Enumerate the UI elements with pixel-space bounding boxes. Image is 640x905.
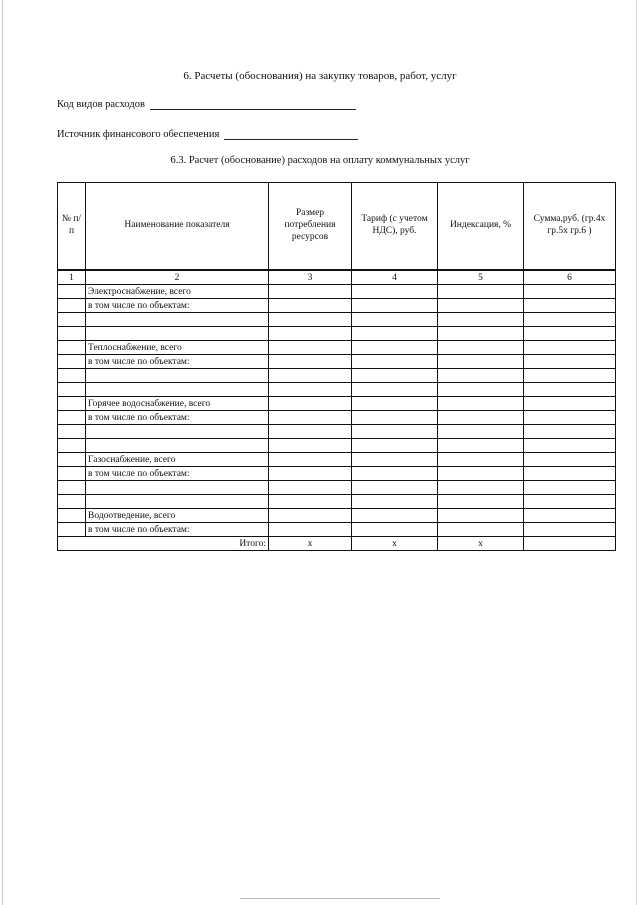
sum-cell[interactable] bbox=[524, 523, 616, 537]
consumption-cell[interactable] bbox=[269, 509, 352, 523]
table-row bbox=[58, 327, 616, 341]
tariff-cell[interactable] bbox=[352, 509, 438, 523]
consumption-cell[interactable] bbox=[269, 495, 352, 509]
sum-cell[interactable] bbox=[524, 285, 616, 299]
sum-cell[interactable] bbox=[524, 341, 616, 355]
sum-cell[interactable] bbox=[524, 425, 616, 439]
indicator-cell bbox=[86, 439, 269, 453]
indexation-cell[interactable] bbox=[438, 523, 524, 537]
sum-cell[interactable] bbox=[524, 327, 616, 341]
column-number: 1 bbox=[58, 270, 86, 285]
tariff-cell[interactable] bbox=[352, 481, 438, 495]
indicator-cell: Теплоснабжение, всего bbox=[86, 341, 269, 355]
consumption-cell[interactable] bbox=[269, 411, 352, 425]
expense-code-blank-line[interactable] bbox=[150, 98, 356, 110]
indicator-cell: в том числе по объектам: bbox=[86, 411, 269, 425]
row-number-cell[interactable] bbox=[58, 313, 86, 327]
indexation-cell[interactable] bbox=[438, 313, 524, 327]
row-number-cell[interactable] bbox=[58, 425, 86, 439]
funding-source-field bbox=[57, 128, 358, 140]
row-number-cell[interactable] bbox=[58, 285, 86, 299]
indicator-cell: Горячее водоснабжение, всего bbox=[86, 397, 269, 411]
tariff-cell[interactable] bbox=[352, 327, 438, 341]
tariff-cell[interactable] bbox=[352, 397, 438, 411]
table-row bbox=[58, 439, 616, 453]
funding-source-blank-line[interactable] bbox=[224, 128, 358, 140]
consumption-cell[interactable] bbox=[269, 285, 352, 299]
row-number-cell[interactable] bbox=[58, 467, 86, 481]
table-row bbox=[58, 383, 616, 397]
sum-cell[interactable] bbox=[524, 509, 616, 523]
consumption-cell[interactable] bbox=[269, 341, 352, 355]
sum-cell[interactable] bbox=[524, 397, 616, 411]
sum-cell[interactable] bbox=[524, 355, 616, 369]
tariff-cell[interactable] bbox=[352, 439, 438, 453]
indexation-cell[interactable] bbox=[438, 411, 524, 425]
row-number-cell[interactable] bbox=[58, 383, 86, 397]
indicator-cell: в том числе по объектам: bbox=[86, 467, 269, 481]
consumption-cell[interactable] bbox=[269, 369, 352, 383]
table-row bbox=[58, 467, 616, 481]
table-title: 6.3. Расчет (обоснование) расходов на оплату коммунальных услуг bbox=[170, 155, 470, 166]
indicator-cell bbox=[86, 481, 269, 495]
table-row bbox=[58, 495, 616, 509]
sum-cell[interactable] bbox=[524, 495, 616, 509]
row-number-cell[interactable] bbox=[58, 481, 86, 495]
tariff-cell[interactable] bbox=[352, 425, 438, 439]
tariff-cell[interactable] bbox=[352, 355, 438, 369]
consumption-cell[interactable] bbox=[269, 313, 352, 327]
row-number-cell[interactable] bbox=[58, 495, 86, 509]
tariff-cell[interactable] bbox=[352, 383, 438, 397]
expense-code-field bbox=[57, 98, 356, 110]
utility-costs-table bbox=[57, 182, 616, 551]
table-row bbox=[58, 369, 616, 383]
row-number-cell[interactable] bbox=[58, 439, 86, 453]
indicator-cell: в том числе по объектам: bbox=[86, 299, 269, 313]
row-number-cell[interactable] bbox=[58, 369, 86, 383]
total-tariff-cell: х bbox=[352, 537, 438, 551]
consumption-cell[interactable] bbox=[269, 355, 352, 369]
consumption-cell[interactable] bbox=[269, 453, 352, 467]
row-number-cell[interactable] bbox=[58, 299, 86, 313]
indicator-cell bbox=[86, 313, 269, 327]
column-number: 3 bbox=[269, 270, 352, 285]
indexation-cell[interactable] bbox=[438, 285, 524, 299]
indicator-cell: в том числе по объектам: bbox=[86, 355, 269, 369]
total-consumption-cell: х bbox=[269, 537, 352, 551]
col-header-tariff: Тариф (с учетом НДС), руб. bbox=[352, 183, 438, 271]
table-row bbox=[58, 523, 616, 537]
tariff-cell[interactable] bbox=[352, 453, 438, 467]
indicator-cell: Газоснабжение, всего bbox=[86, 453, 269, 467]
col-header-indicator: Наименование показателя bbox=[86, 183, 269, 271]
table-row bbox=[58, 285, 616, 299]
row-number-cell[interactable] bbox=[58, 327, 86, 341]
sum-cell[interactable] bbox=[524, 467, 616, 481]
indexation-cell[interactable] bbox=[438, 327, 524, 341]
table-row bbox=[58, 355, 616, 369]
indexation-cell[interactable] bbox=[438, 369, 524, 383]
table-row bbox=[58, 313, 616, 327]
consumption-cell[interactable] bbox=[269, 481, 352, 495]
row-number-cell[interactable] bbox=[58, 397, 86, 411]
consumption-cell[interactable] bbox=[269, 467, 352, 481]
indicator-cell: в том числе по объектам: bbox=[86, 523, 269, 537]
indexation-cell[interactable] bbox=[438, 481, 524, 495]
table-row bbox=[58, 481, 616, 495]
indexation-cell[interactable] bbox=[438, 397, 524, 411]
column-number: 6 bbox=[524, 270, 616, 285]
indexation-cell[interactable] bbox=[438, 383, 524, 397]
table-row bbox=[58, 425, 616, 439]
indexation-cell[interactable] bbox=[438, 299, 524, 313]
row-number-cell[interactable] bbox=[58, 509, 86, 523]
sum-cell[interactable] bbox=[524, 481, 616, 495]
indexation-cell[interactable] bbox=[438, 341, 524, 355]
tariff-cell[interactable] bbox=[352, 285, 438, 299]
indexation-cell[interactable] bbox=[438, 439, 524, 453]
column-number: 4 bbox=[352, 270, 438, 285]
table-row bbox=[58, 341, 616, 355]
indicator-cell: Электроснабжение, всего bbox=[86, 285, 269, 299]
indexation-cell[interactable] bbox=[438, 467, 524, 481]
col-header-consumption: Размер потребления ресурсов bbox=[269, 183, 352, 271]
indicator-cell: Водоотведение, всего bbox=[86, 509, 269, 523]
indicator-cell bbox=[86, 369, 269, 383]
section-title: 6. Расчеты (обоснования) на закупку товаров, работ, услуг bbox=[183, 70, 457, 82]
page-edge bbox=[2, 0, 3, 905]
indicator-cell bbox=[86, 383, 269, 397]
indicator-cell bbox=[86, 495, 269, 509]
total-sum-cell[interactable] bbox=[524, 537, 616, 551]
col-header-indexation: Индексация, % bbox=[438, 183, 524, 271]
table-row bbox=[58, 453, 616, 467]
table-row bbox=[58, 411, 616, 425]
sum-cell[interactable] bbox=[524, 299, 616, 313]
sum-cell[interactable] bbox=[524, 383, 616, 397]
table-row bbox=[58, 299, 616, 313]
table-header-row bbox=[58, 183, 616, 271]
sum-cell[interactable] bbox=[524, 369, 616, 383]
sum-cell[interactable] bbox=[524, 439, 616, 453]
indexation-cell[interactable] bbox=[438, 355, 524, 369]
row-number-cell[interactable] bbox=[58, 341, 86, 355]
row-number-cell[interactable] bbox=[58, 523, 86, 537]
funding-source-label: Источник финансового обеспечения bbox=[57, 129, 220, 140]
consumption-cell[interactable] bbox=[269, 397, 352, 411]
sum-cell[interactable] bbox=[524, 313, 616, 327]
tariff-cell[interactable] bbox=[352, 495, 438, 509]
expense-code-label: Код видов расходов bbox=[57, 99, 145, 110]
column-number-row bbox=[58, 270, 616, 285]
sum-cell[interactable] bbox=[524, 453, 616, 467]
consumption-cell[interactable] bbox=[269, 425, 352, 439]
tariff-cell[interactable] bbox=[352, 369, 438, 383]
total-label: Итого: bbox=[58, 537, 269, 551]
total-indexation-cell: х bbox=[438, 537, 524, 551]
consumption-cell[interactable] bbox=[269, 383, 352, 397]
indexation-cell[interactable] bbox=[438, 509, 524, 523]
consumption-cell[interactable] bbox=[269, 299, 352, 313]
total-row bbox=[58, 537, 616, 551]
tariff-cell[interactable] bbox=[352, 411, 438, 425]
tariff-cell[interactable] bbox=[352, 341, 438, 355]
indicator-cell bbox=[86, 327, 269, 341]
row-number-cell[interactable] bbox=[58, 453, 86, 467]
col-header-number: № п/п bbox=[58, 183, 86, 271]
indexation-cell[interactable] bbox=[438, 495, 524, 509]
indexation-cell[interactable] bbox=[438, 425, 524, 439]
table-row bbox=[58, 509, 616, 523]
consumption-cell[interactable] bbox=[269, 327, 352, 341]
tariff-cell[interactable] bbox=[352, 313, 438, 327]
row-number-cell[interactable] bbox=[58, 355, 86, 369]
row-number-cell[interactable] bbox=[58, 411, 86, 425]
page-edge bbox=[240, 898, 440, 899]
indexation-cell[interactable] bbox=[438, 453, 524, 467]
sum-cell[interactable] bbox=[524, 411, 616, 425]
page-edge bbox=[636, 0, 637, 905]
consumption-cell[interactable] bbox=[269, 439, 352, 453]
indicator-cell bbox=[86, 425, 269, 439]
consumption-cell[interactable] bbox=[269, 523, 352, 537]
col-header-sum: Сумма,руб. (гр.4х гр.5х гр.6 ) bbox=[524, 183, 616, 271]
column-number: 2 bbox=[86, 270, 269, 285]
tariff-cell[interactable] bbox=[352, 299, 438, 313]
column-number: 5 bbox=[438, 270, 524, 285]
tariff-cell[interactable] bbox=[352, 523, 438, 537]
tariff-cell[interactable] bbox=[352, 467, 438, 481]
table-row bbox=[58, 397, 616, 411]
